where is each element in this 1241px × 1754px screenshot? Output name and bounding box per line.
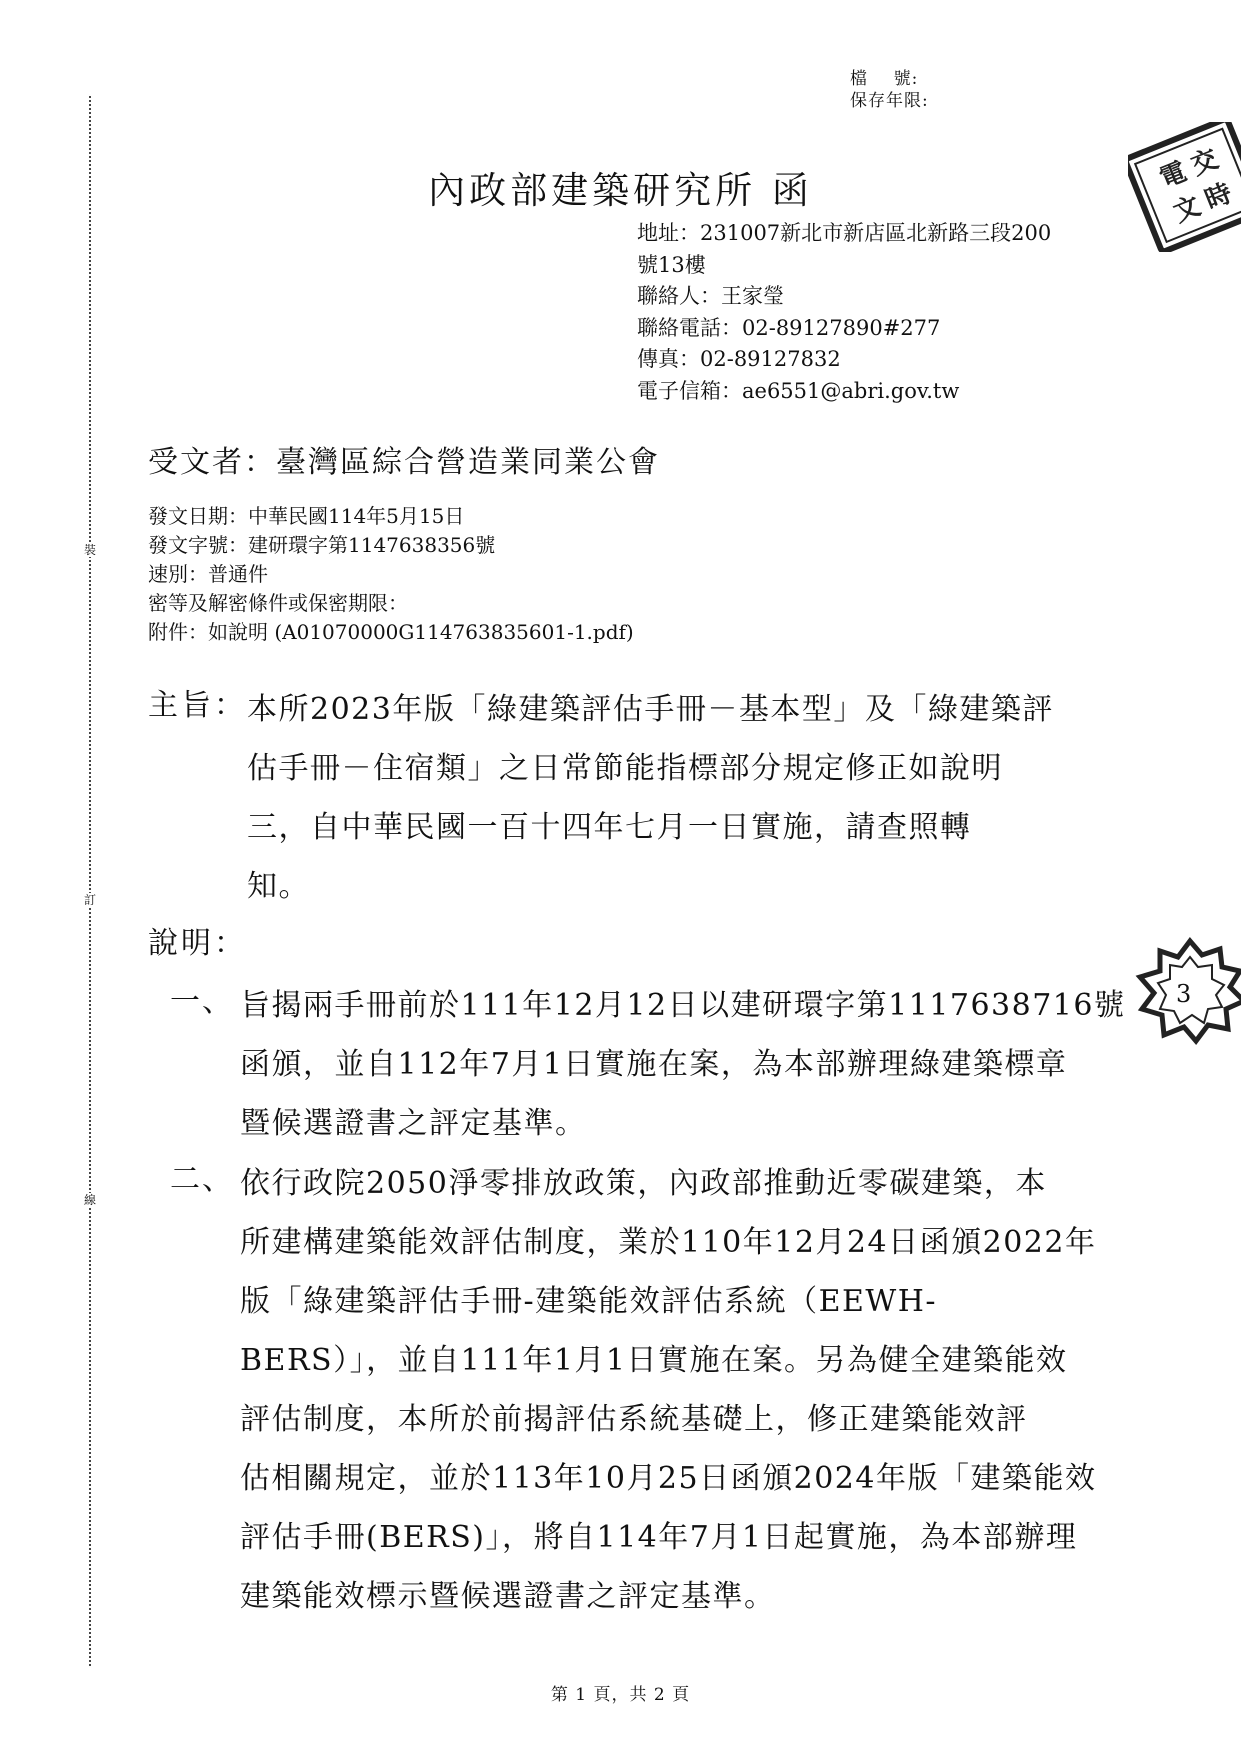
document-number: 發文字號：建研環字第1147638356號 bbox=[148, 533, 496, 557]
item-line: BERS）」，並自111年1月1日實施在案。另為健全建築能效 bbox=[240, 1343, 1068, 1378]
svg-text:電: 電 bbox=[1155, 156, 1191, 195]
issuance-meta bbox=[148, 502, 634, 647]
archive-info bbox=[850, 68, 990, 112]
item-line: 估相關規定，並於113年10月25日函頒2024年版「建築能效 bbox=[240, 1461, 1097, 1496]
issue-date: 發文日期：中華民國114年5月15日 bbox=[148, 504, 465, 528]
item-line: 評估手冊(BERS)」，將自114年7月1日起實施，為本部辦理 bbox=[240, 1520, 1078, 1555]
item-line: 所建構建築能效評估制度，業於110年12月24日函頒2022年 bbox=[240, 1225, 1097, 1260]
contact-person: 聯絡人：王家瑩 bbox=[637, 284, 784, 308]
item-number: 二、 bbox=[170, 1162, 234, 1197]
item-line: 依行政院2050淨零排放政策，內政部推動近零碳建築，本 bbox=[240, 1166, 1047, 1201]
subject-label: 主旨： bbox=[148, 688, 247, 723]
item-line: 暨候選證書之評定基準。 bbox=[240, 1106, 587, 1141]
secrecy-level: 密等及解密條件或保密期限： bbox=[148, 591, 408, 615]
explanation-item-1 bbox=[240, 976, 1125, 1153]
item-number: 一、 bbox=[170, 984, 234, 1019]
binding-mark-top: 裝 bbox=[83, 543, 96, 557]
explanation-label: 說明： bbox=[148, 926, 247, 961]
address-line-2: 號13樓 bbox=[637, 252, 706, 277]
item-line: 版「綠建築評估手冊-建築能效評估系統（EEWH- bbox=[240, 1284, 938, 1319]
svg-text:交: 交 bbox=[1187, 144, 1223, 182]
explanation-item-2 bbox=[240, 1154, 1096, 1626]
side-seal-number: 3 bbox=[1176, 980, 1192, 1008]
item-line: 評估制度，本所於前揭評估系統基礎上，修正建築能效評 bbox=[240, 1402, 1028, 1437]
item-line: 函頒，並自112年7月1日實施在案，為本部辦理綠建築標章 bbox=[240, 1047, 1068, 1082]
contact-phone: 聯絡電話：02-89127890#277 bbox=[637, 315, 941, 340]
item-line: 旨揭兩手冊前於111年12月12日以建研環字第1117638716號 bbox=[240, 988, 1126, 1023]
file-number-label: 檔 號: bbox=[850, 69, 919, 89]
svg-text:文: 文 bbox=[1169, 191, 1205, 229]
subject-text bbox=[247, 680, 1054, 916]
document-title: 內政部建築研究所 函 bbox=[428, 169, 813, 212]
attachment: 附件：如說明 (A01070000G114763835601-1.pdf) bbox=[148, 620, 634, 644]
binding-mark-bottom: 線 bbox=[83, 1193, 96, 1207]
subject-line: 知。 bbox=[247, 869, 310, 904]
binding-margin-line bbox=[89, 96, 91, 1666]
subject-line: 本所2023年版「綠建築評估手冊－基本型」及「綠建築評 bbox=[247, 692, 1054, 727]
recipient: 受文者：臺灣區綜合營造業同業公會 bbox=[148, 445, 660, 480]
retention-period-label: 保存年限: bbox=[850, 91, 929, 111]
subject-line: 估手冊－住宿類」之日常節能指標部分規定修正如說明 bbox=[247, 751, 1003, 786]
contact-fax: 傳真：02-89127832 bbox=[637, 347, 841, 371]
subject-line: 三，自中華民國一百十四年七月一日實施，請查照轉 bbox=[247, 810, 972, 845]
address-line-1: 地址：231007新北市新店區北新路三段200 bbox=[637, 221, 1052, 245]
delivery-speed: 速別：普通件 bbox=[148, 562, 268, 586]
contact-email: 電子信箱：ae6551@abri.gov.tw bbox=[637, 378, 960, 403]
item-line: 建築能效標示暨候選證書之評定基準。 bbox=[240, 1579, 776, 1614]
binding-mark-mid: 訂 bbox=[83, 893, 96, 907]
contact-block bbox=[637, 218, 1051, 407]
svg-text:時: 時 bbox=[1200, 178, 1237, 216]
page-footer: 第 1 頁，共 2 頁 bbox=[550, 1685, 691, 1705]
